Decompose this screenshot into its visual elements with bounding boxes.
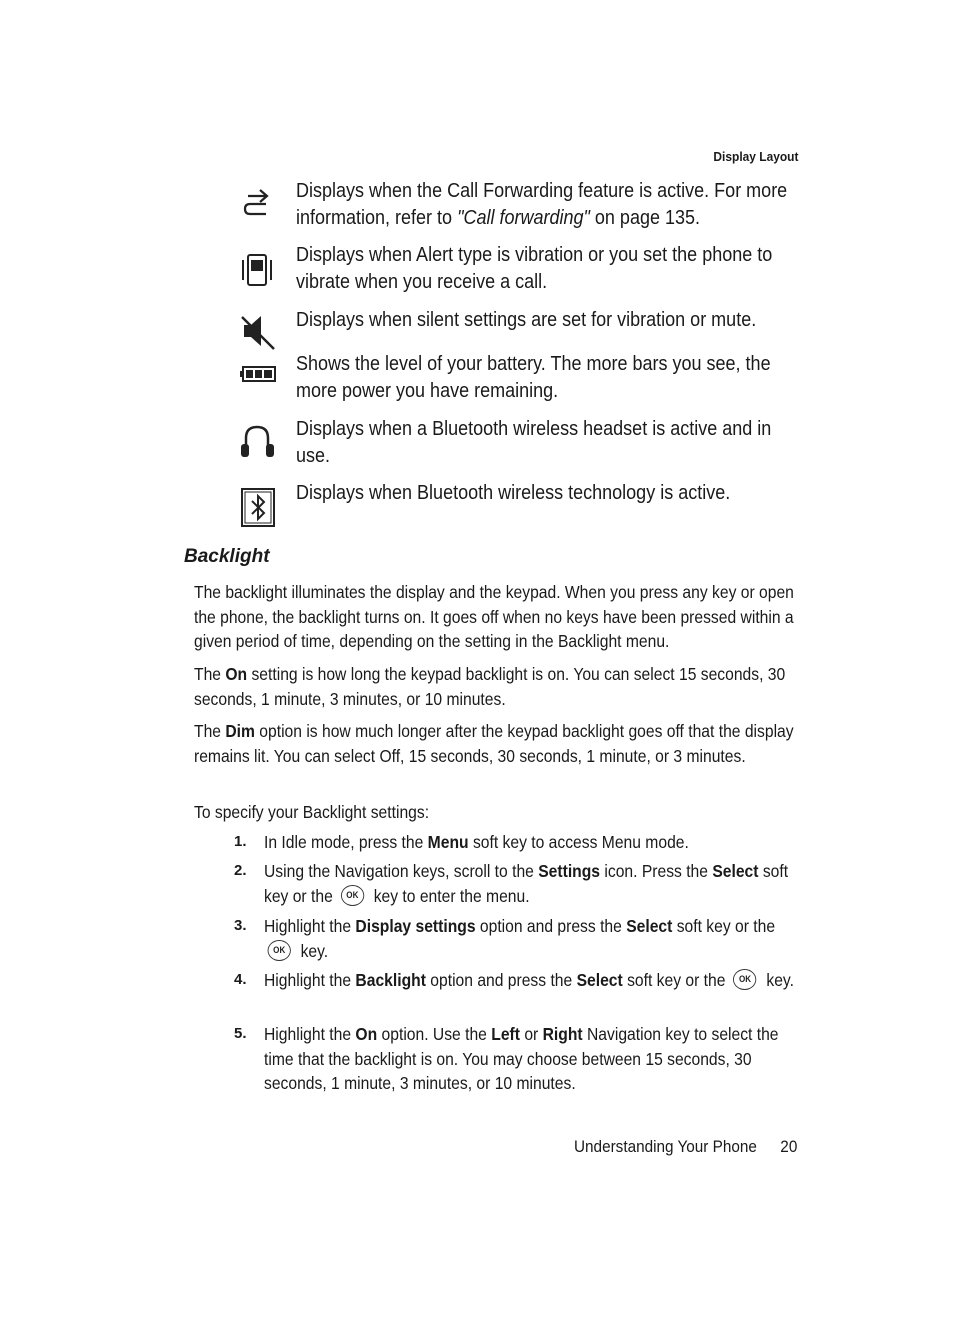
cross-reference: "Call forwarding" (457, 207, 590, 229)
page-footer (574, 1136, 797, 1158)
ok-key-icon: OK (268, 940, 291, 961)
paragraph-intro: The backlight illuminates the display and the keypad. When you press any key or open the phone, the backlight turns on. It goes off when no keys have been pressed within a given period of time, depending on the setting in the Backlight menu. (194, 582, 794, 651)
call-forwarding-icon (236, 184, 280, 228)
section-title: Backlight (184, 546, 270, 567)
paragraph-steps-intro: To specify your Backlight settings: (194, 802, 430, 822)
ok-key-icon: OK (733, 969, 756, 990)
vibration-icon (236, 252, 280, 296)
paragraph-dim: The Dim option is how much longer after the keypad backlight goes off that the display remains lit. You can select Off, 15 seconds, 30 seconds, 1 minute, or 3 minutes. (194, 721, 794, 766)
bluetooth-icon (236, 487, 280, 531)
ok-key-icon: OK (341, 885, 364, 906)
running-header: Display Layout (712, 149, 798, 164)
battery-icon (236, 361, 280, 405)
footer-chapter: Understanding Your Phone (574, 1137, 757, 1156)
icon-desc-line1: Displays when the Call Forwarding feature is active. For more (296, 180, 788, 202)
bluetooth-headset-icon (236, 422, 280, 466)
silent-mute-icon (236, 311, 280, 355)
page-number: 20 (780, 1137, 798, 1156)
paragraph-on: The On setting is how long the keypad backlight is on. You can select 15 seconds, 30 seconds, 1 minute, 3 minutes, or 10 minutes. (194, 664, 786, 709)
